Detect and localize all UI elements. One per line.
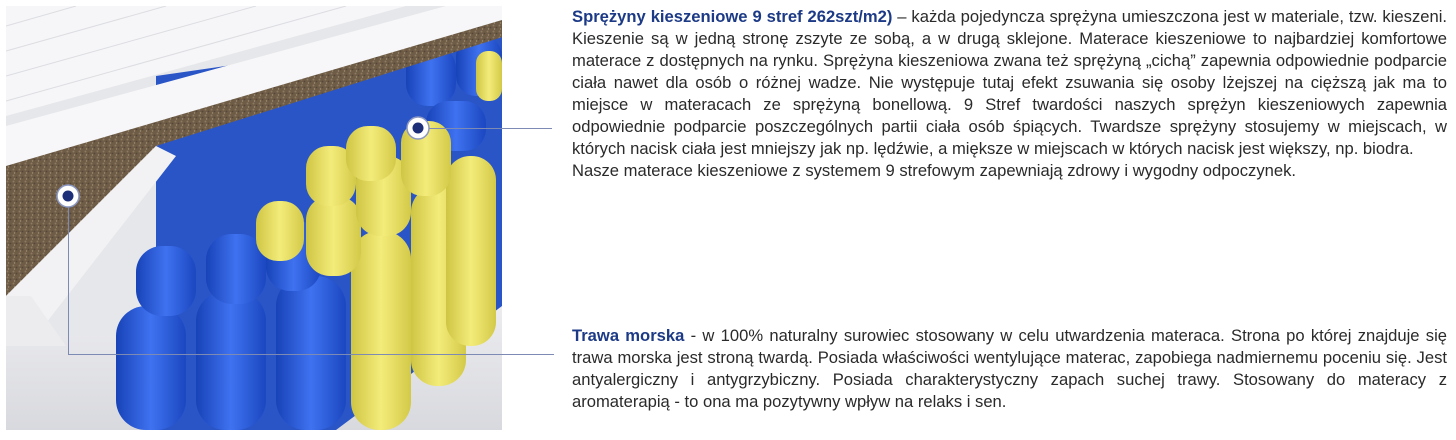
seagrass-leader-line-vertical [68, 207, 69, 354]
pocket-springs-heading: Sprężyny kieszeniowe 9 stref 262szt/m2) [572, 7, 893, 26]
pocket-springs-description [572, 6, 1447, 182]
springs-marker-icon [407, 117, 429, 139]
seagrass-leader-line [68, 354, 554, 355]
seagrass-marker-icon [57, 185, 79, 207]
springs-leader-line [429, 128, 552, 129]
seagrass-paragraph [572, 325, 1447, 413]
seagrass-body: - w 100% naturalny surowiec stosowany w celu utwardzenia materaca. Strona po której znajduje się trawa morska jest stroną twardą. Posiada właściwości wentylujące materac, zapobiega nadmiernemu poceniu się. Jest antyalergiczny i antygrzybiczny. Posiada charakterystyczny zapach suchej trawy. Stosowany do materacy z aromaterapią - to ona ma pozytywny wpływ na relaks i sen. [572, 326, 1447, 411]
pocket-springs-paragraph [572, 6, 1447, 160]
seagrass-description [572, 325, 1447, 413]
pocket-springs-body: – każda pojedyncza sprężyna umieszczona jest w materiale, tzw. kieszeni. Kieszenie są w jedną stronę zszyte ze sobą, a w drugą sklejone. Materace kieszeniowe to najbardziej komfortowe materace z dostępnych na rynku. Sprężyna kieszeniowa zwana też sprężyną „cichą” zapewnia odpowiednie podparcie ciała nawet dla osób o różnej wadze. Nie występuje tutaj efekt zsuwania się osoby lżejszej na cięższą jak ma to miejsce w materacach ze sprężyną bonellową. 9 Stref twardości naszych sprężyn kieszeniowych zapewnia odpowiednie podparcie poszczególnych partii ciała osób śpiących. Twardsze sprężyny stosujemy w miejscach, w których nacisk ciała jest mniejszy jak np. lędźwie, a miększe w miejscach w których nacisk jest większy, np. biodra. [572, 7, 1447, 158]
pocket-springs-closing: Nasze materace kieszeniowe z systemem 9 strefowym zapewniają zdrowy i wygodny odpoczynek. [572, 161, 1296, 180]
mattress-cross-section-image [6, 6, 502, 430]
seagrass-heading: Trawa morska [572, 326, 685, 345]
